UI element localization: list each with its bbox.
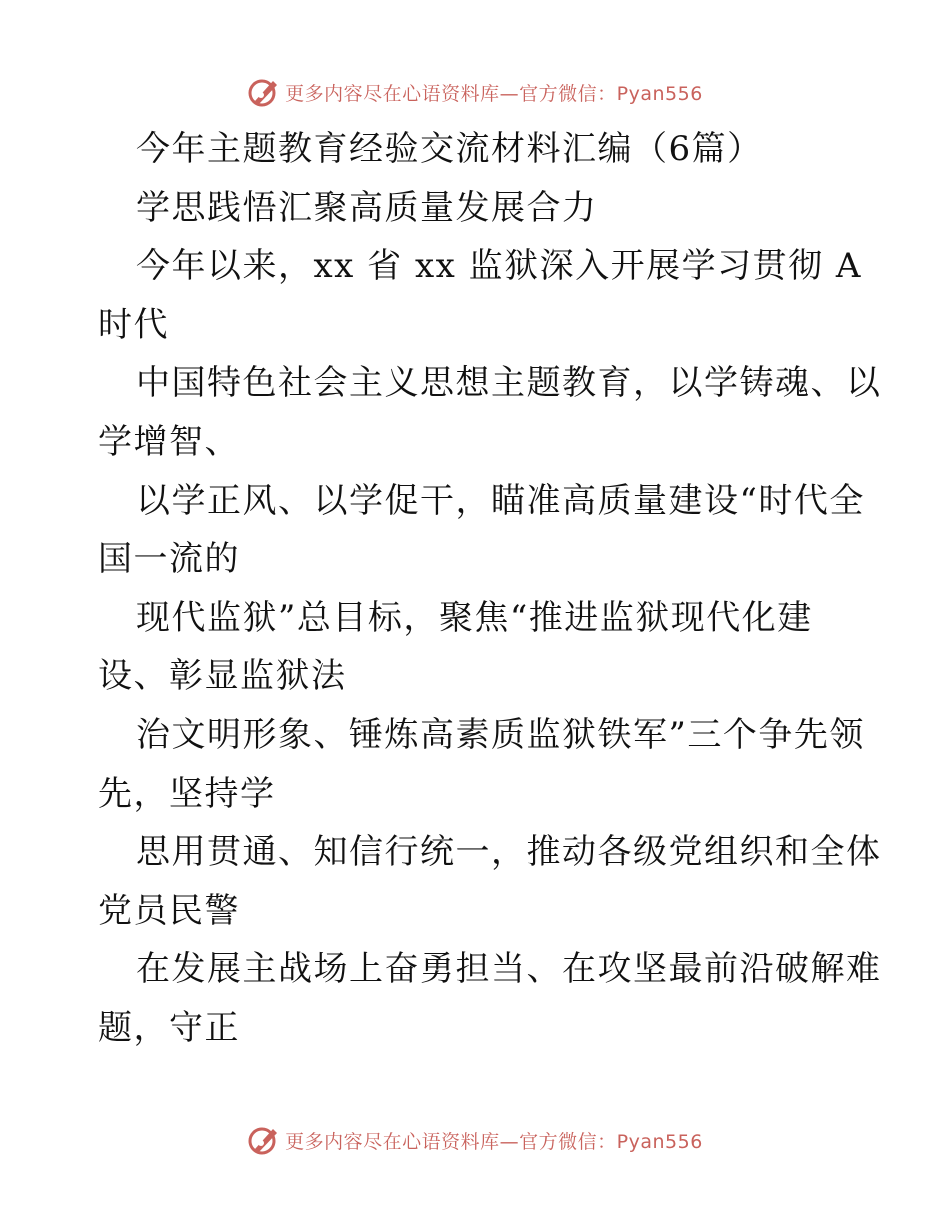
watermark-text: 更多内容尽在心语资料库—官方微信：Pyan556 <box>285 82 703 105</box>
paragraph-line: 学增智、 <box>98 421 240 462</box>
paragraph-line: 党员民警 <box>98 890 240 931</box>
paragraph-line: 先，坚持学 <box>98 773 276 814</box>
paragraph-line: 现代监狱”总目标，聚焦“推进监狱现代化建 <box>136 597 813 638</box>
paragraph-line: 以学正风、以学促干，瞄准高质量建设“时代全 <box>136 480 865 521</box>
document-body <box>98 120 882 1058</box>
paragraph-line: 设、彰显监狱法 <box>98 656 347 697</box>
paragraph-line: 题，守正 <box>98 1007 240 1048</box>
section-heading-line: 学思践悟汇聚高质量发展合力 <box>136 187 598 228</box>
paragraph-line: 时代 <box>98 304 169 345</box>
document-title-line: 今年主题教育经验交流材料汇编（6篇） <box>136 129 763 169</box>
paragraph-line: 思用贯通、知信行统一，推动各级党组织和全体 <box>136 832 882 873</box>
paragraph-line: 在发展主战场上奋勇担当、在攻坚最前沿破解难 <box>136 949 882 990</box>
watermark-text: 更多内容尽在心语资料库—官方微信：Pyan556 <box>285 1130 703 1153</box>
paragraph-line: 国一流的 <box>98 539 240 580</box>
pen-nib-seal-icon <box>247 1123 281 1157</box>
pen-nib-seal-icon <box>247 75 281 109</box>
footer-watermark-banner <box>0 1120 950 1160</box>
paragraph-line: 中国特色社会主义思想主题教育，以学铸魂、以 <box>136 363 882 404</box>
header-watermark-banner <box>0 72 950 112</box>
paragraph-line: 今年以来，xx 省 xx 监狱深入开展学习贯彻 A <box>136 246 862 287</box>
paragraph-line: 治文明形象、锤炼高素质监狱铁军”三个争先领 <box>136 714 865 755</box>
